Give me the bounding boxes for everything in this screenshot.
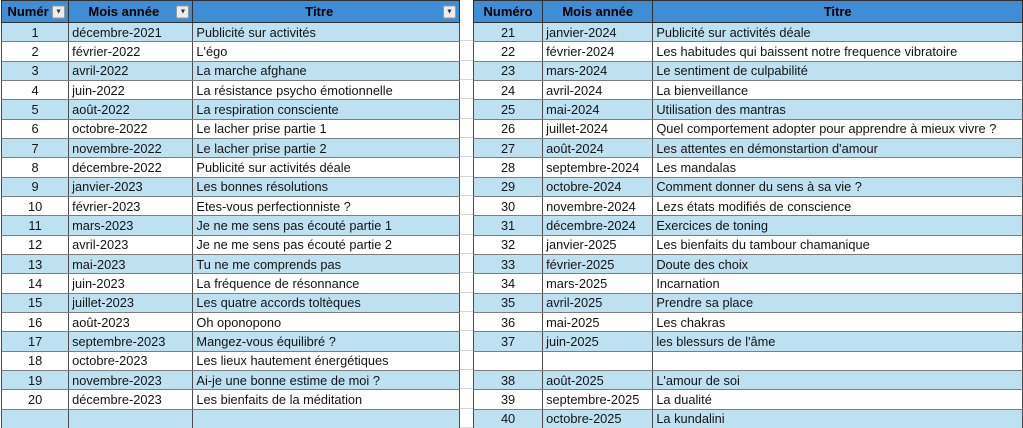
spreadsheet-gridline xyxy=(460,311,473,312)
filter-arrow-icon: ▼ xyxy=(55,8,63,15)
spreadsheet-gridline xyxy=(460,98,473,99)
cell-numero[interactable]: 39 xyxy=(474,390,543,409)
cell-mois-annee[interactable] xyxy=(69,409,193,428)
table-row xyxy=(2,409,460,428)
column-header-label: Numéro xyxy=(483,4,533,19)
cell-mois-annee[interactable]: mars-2025 xyxy=(543,274,653,293)
cell-mois-annee[interactable]: janvier-2024 xyxy=(543,23,653,42)
cell-numero[interactable]: 6 xyxy=(2,119,69,138)
table-row xyxy=(474,332,1023,351)
table-row xyxy=(2,312,460,331)
cell-numero[interactable] xyxy=(2,409,69,428)
cell-titre[interactable]: Les attentes en démonstartion d'amour xyxy=(653,138,1023,157)
filter-dropdown-button[interactable] xyxy=(443,5,456,18)
cell-mois-annee[interactable]: juin-2025 xyxy=(543,332,653,351)
cell-numero[interactable]: 14 xyxy=(2,274,69,293)
cell-titre[interactable]: La kundalini xyxy=(653,409,1023,428)
cell-numero[interactable]: 19 xyxy=(2,370,69,389)
table-row xyxy=(2,390,460,409)
cell-numero[interactable]: 30 xyxy=(474,196,543,215)
cell-numero[interactable]: 11 xyxy=(2,216,69,235)
cell-mois-annee[interactable]: août-2022 xyxy=(69,100,193,119)
cell-numero[interactable]: 23 xyxy=(474,61,543,80)
cell-mois-annee[interactable]: avril-2023 xyxy=(69,235,193,254)
cell-titre[interactable]: Lezs états modifiés de conscience xyxy=(653,196,1023,215)
cell-mois-annee[interactable]: novembre-2024 xyxy=(543,196,653,215)
cell-numero[interactable]: 22 xyxy=(474,42,543,61)
cell-titre[interactable]: Le lacher prise partie 1 xyxy=(193,119,460,138)
cell-mois-annee[interactable]: décembre-2022 xyxy=(69,158,193,177)
table-row xyxy=(2,196,460,215)
cell-mois-annee[interactable]: septembre-2024 xyxy=(543,158,653,177)
cell-mois-annee[interactable]: septembre-2023 xyxy=(69,332,193,351)
table-row xyxy=(2,80,460,99)
cell-mois-annee[interactable]: avril-2025 xyxy=(543,293,653,312)
cell-titre[interactable]: Prendre sa place xyxy=(653,293,1023,312)
spreadsheet-gridline xyxy=(460,195,473,196)
cell-mois-annee[interactable]: juillet-2023 xyxy=(69,293,193,312)
cell-titre[interactable]: Je ne me sens pas écouté partie 1 xyxy=(193,216,460,235)
cell-titre[interactable]: La dualité xyxy=(653,390,1023,409)
cell-titre[interactable]: Je ne me sens pas écouté partie 2 xyxy=(193,235,460,254)
column-header-numero[interactable] xyxy=(2,1,69,23)
table-row xyxy=(474,42,1023,61)
cell-mois-annee[interactable]: mars-2023 xyxy=(69,216,193,235)
cell-mois-annee[interactable]: mai-2025 xyxy=(543,312,653,331)
table-row xyxy=(2,177,460,196)
cell-titre[interactable]: Oh oponopono xyxy=(193,312,460,331)
column-header-label: Titre xyxy=(305,4,334,19)
cell-titre[interactable]: Le lacher prise partie 2 xyxy=(193,138,460,157)
cell-titre[interactable]: Quel comportement adopter pour apprendre à mieux vivre ? xyxy=(653,119,1023,138)
cell-numero[interactable]: 17 xyxy=(2,332,69,351)
table-row xyxy=(2,370,460,389)
cell-numero[interactable]: 9 xyxy=(2,177,69,196)
cell-mois-annee[interactable]: octobre-2024 xyxy=(543,177,653,196)
table-row xyxy=(474,235,1023,254)
spreadsheet-gridline xyxy=(460,330,473,331)
spreadsheet-gridline xyxy=(460,272,473,273)
spreadsheet-gridline xyxy=(460,137,473,138)
cell-mois-annee[interactable]: février-2024 xyxy=(543,42,653,61)
table-row xyxy=(474,351,1023,370)
table-row xyxy=(2,23,460,42)
table-row xyxy=(2,274,460,293)
cell-mois-annee[interactable]: mai-2023 xyxy=(69,254,193,273)
table-row xyxy=(2,138,460,157)
table-row xyxy=(2,293,460,312)
cell-titre[interactable]: La bienveillance xyxy=(653,80,1023,99)
cell-mois-annee[interactable]: février-2023 xyxy=(69,196,193,215)
spreadsheet-gridline xyxy=(460,408,473,409)
cell-mois-annee[interactable]: août-2023 xyxy=(69,312,193,331)
cell-numero[interactable]: 33 xyxy=(474,254,543,273)
spreadsheet-gridline xyxy=(460,79,473,80)
table-row xyxy=(474,254,1023,273)
spreadsheet-gridline xyxy=(460,350,473,351)
cell-mois-annee[interactable]: février-2025 xyxy=(543,254,653,273)
cell-mois-annee[interactable]: juillet-2024 xyxy=(543,119,653,138)
column-header-label: Mois année xyxy=(88,4,160,19)
cell-titre[interactable]: les blessurs de l'âme xyxy=(653,332,1023,351)
cell-mois-annee[interactable]: avril-2024 xyxy=(543,80,653,99)
cell-numero[interactable]: 34 xyxy=(474,274,543,293)
column-header-mois-annee[interactable] xyxy=(543,1,653,23)
table-row xyxy=(474,61,1023,80)
cell-titre[interactable]: Les mandalas xyxy=(653,158,1023,177)
table-row xyxy=(2,61,460,80)
table-row xyxy=(474,370,1023,389)
filter-dropdown-button[interactable] xyxy=(176,5,189,18)
cell-numero[interactable]: 10 xyxy=(2,196,69,215)
cell-mois-annee[interactable]: mars-2024 xyxy=(543,61,653,80)
cell-mois-annee[interactable]: novembre-2023 xyxy=(69,370,193,389)
cell-titre[interactable]: Utilisation des mantras xyxy=(653,100,1023,119)
spreadsheet-gridline xyxy=(460,176,473,177)
cell-titre[interactable]: Publicité sur activités déale xyxy=(193,158,460,177)
table-row xyxy=(474,80,1023,99)
spreadsheet-gridline xyxy=(460,156,473,157)
column-header-label: Numér xyxy=(7,4,49,19)
table-row xyxy=(2,332,460,351)
cell-mois-annee[interactable]: décembre-2023 xyxy=(69,390,193,409)
table-row xyxy=(474,216,1023,235)
cell-numero[interactable]: 21 xyxy=(474,23,543,42)
cell-mois-annee[interactable]: octobre-2022 xyxy=(69,119,193,138)
cell-titre[interactable]: Publicité sur activités déale xyxy=(653,23,1023,42)
episodes-table-21-40 xyxy=(473,0,1023,428)
cell-numero[interactable] xyxy=(474,351,543,370)
cell-numero[interactable]: 25 xyxy=(474,100,543,119)
cell-mois-annee[interactable]: juin-2022 xyxy=(69,80,193,99)
cell-mois-annee[interactable]: avril-2022 xyxy=(69,61,193,80)
cell-titre[interactable]: Les quatre accords toltèques xyxy=(193,293,460,312)
filter-arrow-icon: ▼ xyxy=(446,8,453,15)
cell-titre[interactable] xyxy=(193,409,460,428)
cell-mois-annee[interactable]: mai-2024 xyxy=(543,100,653,119)
cell-titre[interactable]: Ai-je une bonne estime de moi ? xyxy=(193,370,460,389)
table-row xyxy=(2,42,460,61)
cell-titre[interactable]: Le sentiment de culpabilité xyxy=(653,61,1023,80)
table-row xyxy=(2,158,460,177)
cell-numero[interactable]: 4 xyxy=(2,80,69,99)
cell-titre[interactable]: Les habitudes qui baissent notre frequence vibratoire xyxy=(653,42,1023,61)
cell-mois-annee[interactable]: août-2024 xyxy=(543,138,653,157)
cell-titre[interactable]: La fréquence de résonnance xyxy=(193,274,460,293)
table-row xyxy=(474,293,1023,312)
cell-titre[interactable]: La respiration consciente xyxy=(193,100,460,119)
spreadsheet-gridline xyxy=(460,40,473,41)
table-container-left xyxy=(1,0,460,428)
cell-numero[interactable]: 38 xyxy=(474,370,543,389)
cell-mois-annee[interactable]: février-2022 xyxy=(69,42,193,61)
cell-titre[interactable]: Les bienfaits du tambour chamanique xyxy=(653,235,1023,254)
cell-titre[interactable]: Comment donner du sens à sa vie ? xyxy=(653,177,1023,196)
cell-numero[interactable]: 8 xyxy=(2,158,69,177)
cell-titre[interactable]: Incarnation xyxy=(653,274,1023,293)
column-header-mois-annee[interactable] xyxy=(69,1,193,23)
table-row xyxy=(2,235,460,254)
table-row xyxy=(474,177,1023,196)
cell-titre[interactable]: Les bienfaits de la méditation xyxy=(193,390,460,409)
cell-mois-annee[interactable]: septembre-2025 xyxy=(543,390,653,409)
spreadsheet-gridline xyxy=(460,214,473,215)
table-row xyxy=(2,216,460,235)
cell-numero[interactable]: 15 xyxy=(2,293,69,312)
cell-mois-annee[interactable]: octobre-2023 xyxy=(69,351,193,370)
filter-dropdown-button[interactable] xyxy=(52,5,65,18)
table-row xyxy=(2,119,460,138)
cell-numero[interactable]: 3 xyxy=(2,61,69,80)
cell-numero[interactable]: 16 xyxy=(2,312,69,331)
cell-titre[interactable]: L'amour de soi xyxy=(653,370,1023,389)
cell-titre[interactable]: Tu ne me comprends pas xyxy=(193,254,460,273)
cell-titre[interactable]: Exercices de toning xyxy=(653,216,1023,235)
cell-numero[interactable]: 40 xyxy=(474,409,543,428)
spreadsheet-gridline xyxy=(460,369,473,370)
column-header-label: Mois année xyxy=(562,4,634,19)
cell-mois-annee[interactable]: août-2025 xyxy=(543,370,653,389)
cell-mois-annee[interactable]: juin-2023 xyxy=(69,274,193,293)
cell-numero[interactable]: 35 xyxy=(474,293,543,312)
cell-titre[interactable]: Mangez-vous équilibré ? xyxy=(193,332,460,351)
cell-numero[interactable]: 28 xyxy=(474,158,543,177)
spreadsheet-gridline xyxy=(460,292,473,293)
filter-arrow-icon: ▼ xyxy=(179,8,187,15)
cell-numero[interactable]: 20 xyxy=(2,390,69,409)
cell-numero[interactable]: 31 xyxy=(474,216,543,235)
cell-mois-annee[interactable]: octobre-2025 xyxy=(543,409,653,428)
cell-numero[interactable]: 32 xyxy=(474,235,543,254)
cell-titre[interactable]: Les chakras xyxy=(653,312,1023,331)
table-row xyxy=(474,100,1023,119)
table-row xyxy=(474,138,1023,157)
column-header-numero[interactable] xyxy=(474,1,543,23)
cell-mois-annee[interactable]: décembre-2024 xyxy=(543,216,653,235)
cell-numero[interactable]: 13 xyxy=(2,254,69,273)
cell-mois-annee[interactable]: novembre-2022 xyxy=(69,138,193,157)
cell-mois-annee[interactable]: décembre-2021 xyxy=(69,23,193,42)
table-gap-column xyxy=(460,0,473,428)
cell-numero[interactable]: 24 xyxy=(474,80,543,99)
cell-numero[interactable]: 12 xyxy=(2,235,69,254)
episodes-table-1-20 xyxy=(1,0,460,428)
cell-numero[interactable]: 7 xyxy=(2,138,69,157)
spreadsheet-gridline xyxy=(460,60,473,61)
table-row xyxy=(2,351,460,370)
cell-titre[interactable] xyxy=(653,351,1023,370)
table-row xyxy=(474,119,1023,138)
cell-numero[interactable]: 29 xyxy=(474,177,543,196)
cell-titre[interactable]: La résistance psycho émotionnelle xyxy=(193,80,460,99)
table-row xyxy=(474,158,1023,177)
cell-numero[interactable]: 26 xyxy=(474,119,543,138)
cell-titre[interactable]: Les lieux hautement énergétiques xyxy=(193,351,460,370)
spreadsheet-gridline xyxy=(460,118,473,119)
column-header-label: Titre xyxy=(823,4,852,19)
header-row xyxy=(2,1,460,23)
cell-numero[interactable]: 1 xyxy=(2,23,69,42)
table-row xyxy=(474,409,1023,428)
cell-numero[interactable]: 37 xyxy=(474,332,543,351)
table-row xyxy=(474,196,1023,215)
cell-titre[interactable]: La marche afghane xyxy=(193,61,460,80)
cell-numero[interactable]: 36 xyxy=(474,312,543,331)
cell-mois-annee[interactable]: janvier-2025 xyxy=(543,235,653,254)
table-container-right xyxy=(473,0,1023,428)
cell-numero[interactable]: 5 xyxy=(2,100,69,119)
cell-mois-annee[interactable]: janvier-2023 xyxy=(69,177,193,196)
table-row xyxy=(474,23,1023,42)
column-header-titre[interactable] xyxy=(193,1,460,23)
cell-titre[interactable]: L'égo xyxy=(193,42,460,61)
cell-numero[interactable]: 2 xyxy=(2,42,69,61)
cell-titre[interactable]: Doute des choix xyxy=(653,254,1023,273)
spreadsheet-gridline xyxy=(460,253,473,254)
spreadsheet-gridline xyxy=(460,234,473,235)
table-row xyxy=(474,390,1023,409)
table-row xyxy=(2,100,460,119)
table-row xyxy=(474,274,1023,293)
cell-numero[interactable]: 18 xyxy=(2,351,69,370)
table-row xyxy=(474,312,1023,331)
cell-titre[interactable]: Les bonnes résolutions xyxy=(193,177,460,196)
cell-mois-annee[interactable] xyxy=(543,351,653,370)
table-row xyxy=(2,254,460,273)
cell-numero[interactable]: 27 xyxy=(474,138,543,157)
header-row xyxy=(474,1,1023,23)
column-header-titre[interactable] xyxy=(653,1,1023,23)
cell-titre[interactable]: Publicité sur activités xyxy=(193,23,460,42)
spreadsheet-gridline xyxy=(460,388,473,389)
cell-titre[interactable]: Etes-vous perfectionniste ? xyxy=(193,196,460,215)
